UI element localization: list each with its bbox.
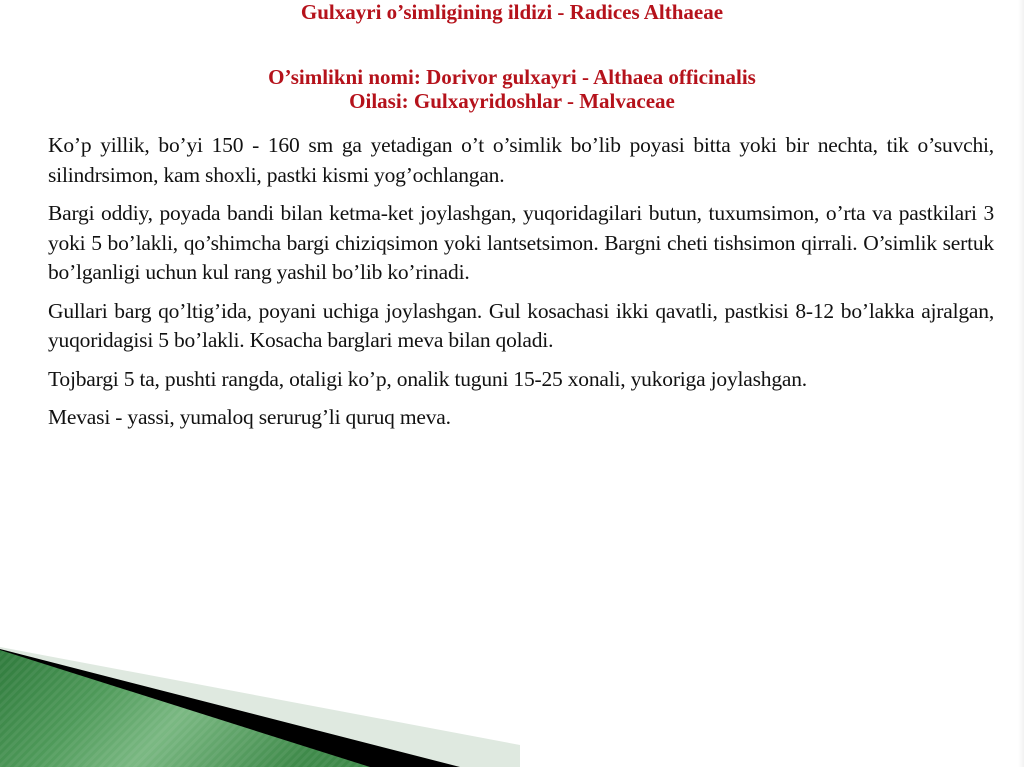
paragraph-leaves: Bargi oddiy, poyada bandi bilan ketma-ket joylashgan, yuqoridagilari butun, tuxumsimon, o’rta va pastkilari 3 yoki 5 bo’lakli, qo’shimcha bargi chiziqsimon yoki lantsetsimon. Bargni cheti tishsimon qirrali. O’simlik sertuk bo’lganligi uchun kul rang yashil bo’lib ko’rinadi.: [48, 201, 994, 284]
right-edge-shade: [1018, 0, 1024, 767]
paragraph-petals: Tojbargi 5 ta, pushti rangda, otaligi ko’p, onalik tuguni 15-25 xonali, yukoriga joylashgan.: [48, 366, 807, 391]
slide-body: [48, 131, 994, 442]
paragraph-fruit: Mevasi - yassi, yumaloq serurug’li quruq meva.: [48, 405, 451, 429]
title-line-1: Gulxayri o’simligining ildizi - Radices Althaeae: [300, 0, 724, 24]
paragraph-flowers: Gullari barg qo’ltig’ida, poyani uchiga joylashgan. Gul kosachasi ikki qavatli, pastkisi 8-12 bo’lakka ajralgan, yuqoridagisi 5 bo’lakli. Kosacha barglari meva bilan qoladi.: [48, 298, 994, 352]
wedge-green: [0, 650, 370, 767]
wedge-light: [0, 647, 520, 767]
wedge-black: [0, 649, 460, 767]
paragraph-description: Ko’p yillik, bo’yi 150 - 160 sm ga yetadigan o’t o’simlik bo’lib poyasi bitta yoki bir nechta, tik o’suvchi, silindrsimon, kam shoxli, pastki kismi yog’ochlangan.: [48, 133, 994, 187]
title-line-3: Oilasi: Gulxayridoshlar - Malvaceae: [349, 89, 675, 113]
title-line-2: O’simlikni nomi: Dorivor gulxayri - Althaea officinalis: [268, 65, 756, 89]
